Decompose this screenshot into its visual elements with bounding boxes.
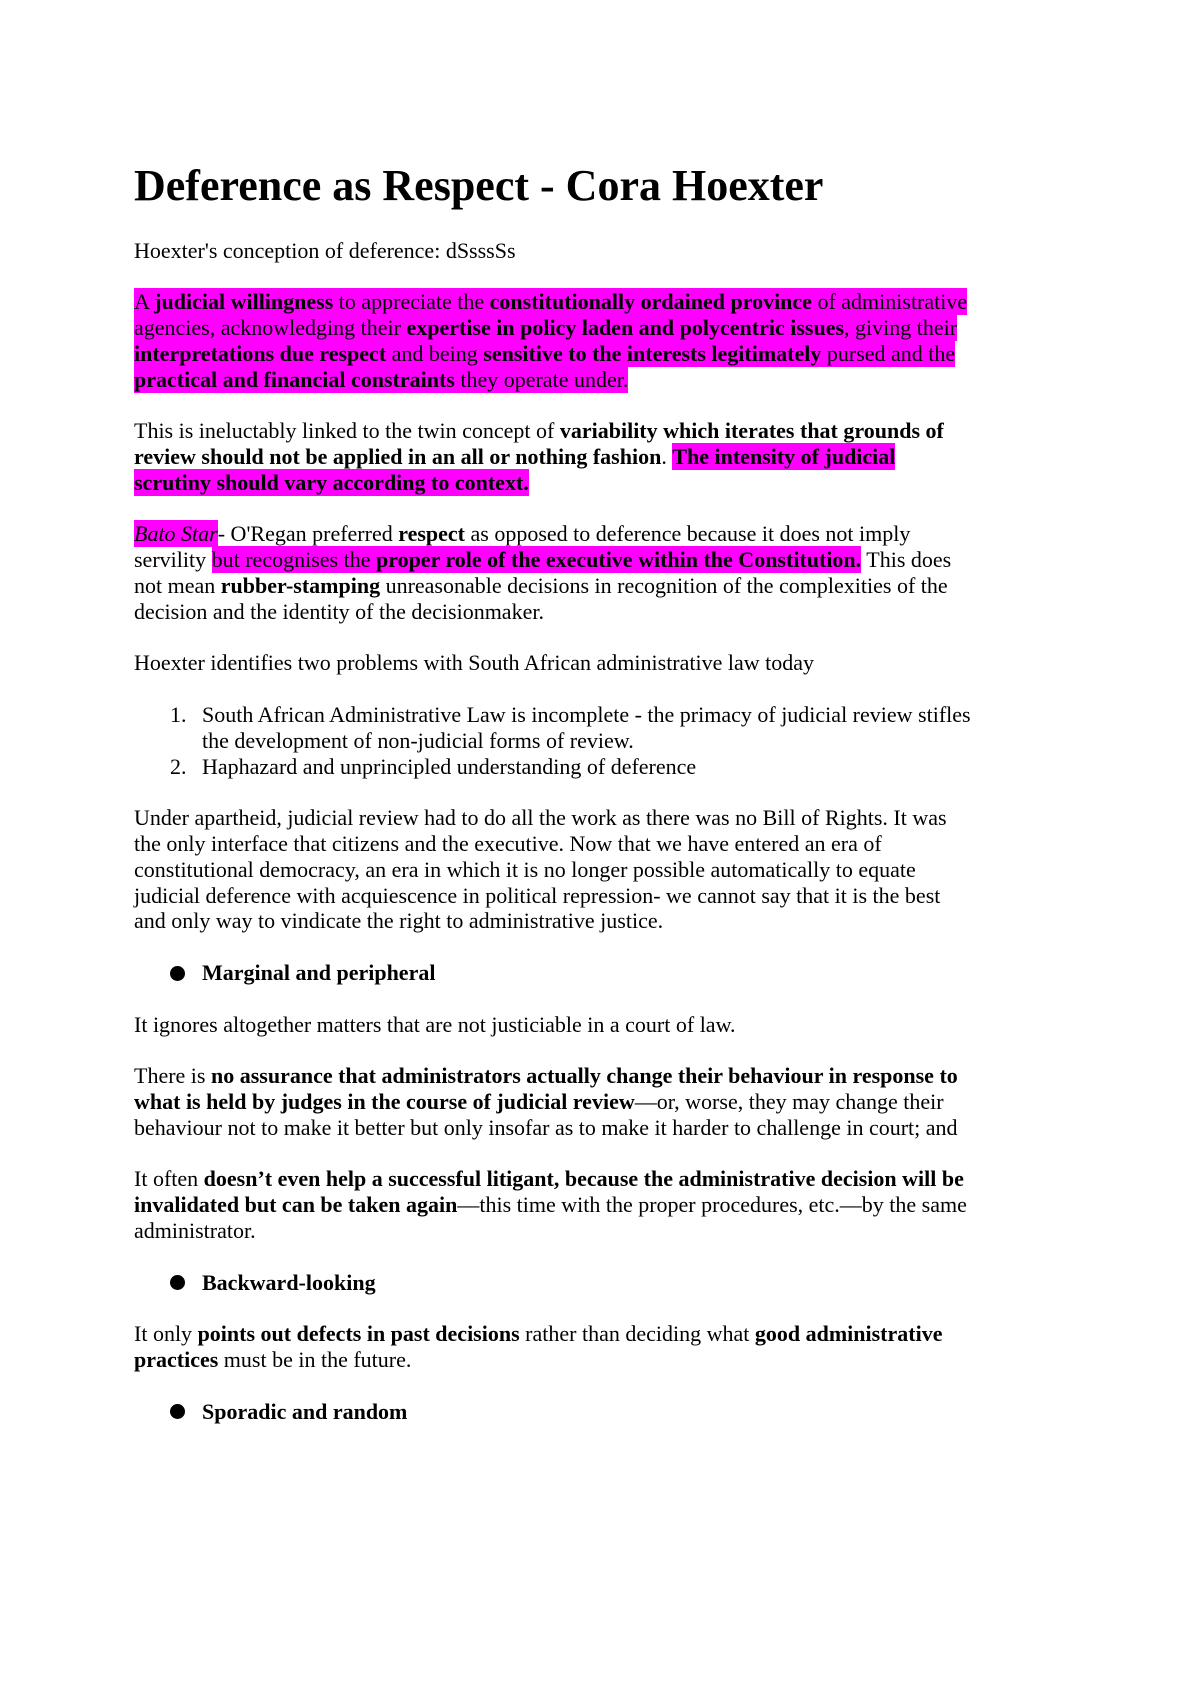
list-item	[170, 702, 974, 754]
list-number: 1.	[170, 702, 187, 728]
bato-star-key-phrase: proper role of the executive within the Constitution.	[375, 547, 862, 573]
marginal-key-phrase: doesn’t even help a successful litigant, because the administrative decision will be invalidated but can be taken again	[134, 1166, 964, 1218]
bullet-icon	[170, 966, 185, 981]
bato-star-text: unreasonable decisions in recognition of the complexities of the decision and the identity of the decisionmaker.	[134, 573, 948, 624]
definition-key-phrase: interpretations due respect	[134, 340, 387, 366]
definition-key-phrase: sensitive to the interests legitimately	[483, 340, 822, 366]
definition-text: , giving their	[844, 315, 958, 341]
marginal-text: It often	[134, 1166, 204, 1192]
list-number: 2.	[170, 753, 187, 779]
intro-line: Hoexter's conception of deference: dSsssSs	[134, 237, 516, 263]
marginal-paragraph	[134, 1063, 974, 1140]
definition-text: they operate under.	[454, 366, 629, 392]
definition-key-phrase: judicial willingness	[154, 289, 334, 315]
definition-key-phrase: practical and financial constraints	[134, 366, 455, 392]
bato-star-text: as opposed to deference because it does not imply servility	[134, 521, 911, 573]
backward-text: must be in the future.	[218, 1346, 412, 1372]
marginal-text: —this time with the proper procedures, etc.—by the same administrator.	[134, 1192, 967, 1243]
variability-text: This is ineluctably linked to the twin concept of	[134, 418, 560, 444]
sporadic-heading-list	[134, 1399, 974, 1425]
section-heading: Sporadic and random	[202, 1398, 408, 1424]
bato-star-paragraph	[134, 521, 974, 624]
definition-paragraph	[134, 289, 974, 392]
marginal-heading-list	[134, 960, 974, 986]
backward-paragraph	[134, 1321, 974, 1373]
bullet-icon	[170, 1404, 185, 1419]
bato-star-key-word: rubber-stamping	[220, 573, 381, 599]
section-heading: Marginal and peripheral	[202, 960, 436, 985]
backward-text: It only	[134, 1321, 198, 1347]
definition-text: and being	[386, 340, 484, 366]
definition-text: to appreciate the	[333, 289, 490, 315]
backward-heading-list	[134, 1270, 974, 1296]
marginal-paragraph: It ignores altogether matters that are not justiciable in a court of law.	[134, 1011, 736, 1037]
variability-key-phrase: variability which iterates that grounds of review should not be applied in an all or nothing fashion	[134, 418, 944, 470]
document-title: Deference as Respect - Cora Hoexter	[134, 161, 824, 210]
marginal-key-phrase: no assurance that administrators actually change their behaviour in response to what is held by judges in the course of judicial review	[134, 1063, 958, 1114]
variability-highlighted-phrase: The intensity of judicial scrutiny should vary according to context.	[134, 444, 896, 495]
bato-star-text: - O'Regan preferred	[217, 521, 399, 547]
problems-intro: Hoexter identifies two problems with South African administrative law today	[134, 650, 815, 676]
bato-star-text: This does not mean	[134, 547, 952, 599]
bullet-heading	[202, 960, 974, 986]
apartheid-paragraph: Under apartheid, judicial review had to do all the work as there was no Bill of Rights. It was the only interface that citizens and the executive. Now that we have entered an era of constitutional democracy, an era in which it is no longer possible automatically to equate judicial deference with acquiescence in political repression- we cannot say that it is the best and only way to vindicate the right to administrative justice.	[134, 805, 947, 934]
case-name: Bato Star	[134, 521, 218, 547]
marginal-text: There is	[134, 1063, 211, 1089]
variability-paragraph	[134, 418, 974, 495]
definition-key-phrase: expertise in policy laden and polycentric issues	[406, 315, 845, 341]
bato-star-text: but recognises the	[211, 547, 376, 573]
definition-text: of administrative agencies, acknowledging their	[134, 289, 968, 341]
list-item-text: Haphazard and unprincipled understanding of deference	[202, 753, 697, 779]
definition-key-phrase: constitutionally ordained province	[489, 289, 812, 315]
document-body	[134, 160, 974, 1450]
marginal-text: —or, worse, they may change their behaviour not to make it better but only insofar as to make it harder to challenge in court; and	[134, 1088, 958, 1140]
backward-text: rather than deciding what	[519, 1321, 755, 1347]
backward-key-phrase: points out defects in past decisions	[197, 1321, 520, 1347]
list-item	[170, 753, 974, 780]
bato-star-key-word: respect	[398, 521, 466, 547]
definition-highlight	[134, 288, 967, 392]
bullet-icon	[170, 1275, 185, 1290]
problems-list	[134, 702, 974, 779]
definition-text: A	[134, 289, 155, 315]
backward-key-phrase: good administrative practices	[134, 1321, 943, 1372]
bullet-heading	[202, 1270, 974, 1296]
definition-text: pursed and the	[821, 340, 956, 366]
marginal-paragraph	[134, 1166, 974, 1243]
list-item-text: South African Administrative Law is incomplete - the primacy of judicial review stifles the development of non-judicial forms of review.	[202, 702, 971, 753]
bato-star-highlight	[212, 546, 862, 573]
section-heading: Backward-looking	[202, 1269, 376, 1295]
variability-text: .	[661, 444, 673, 470]
bullet-heading	[202, 1399, 974, 1425]
